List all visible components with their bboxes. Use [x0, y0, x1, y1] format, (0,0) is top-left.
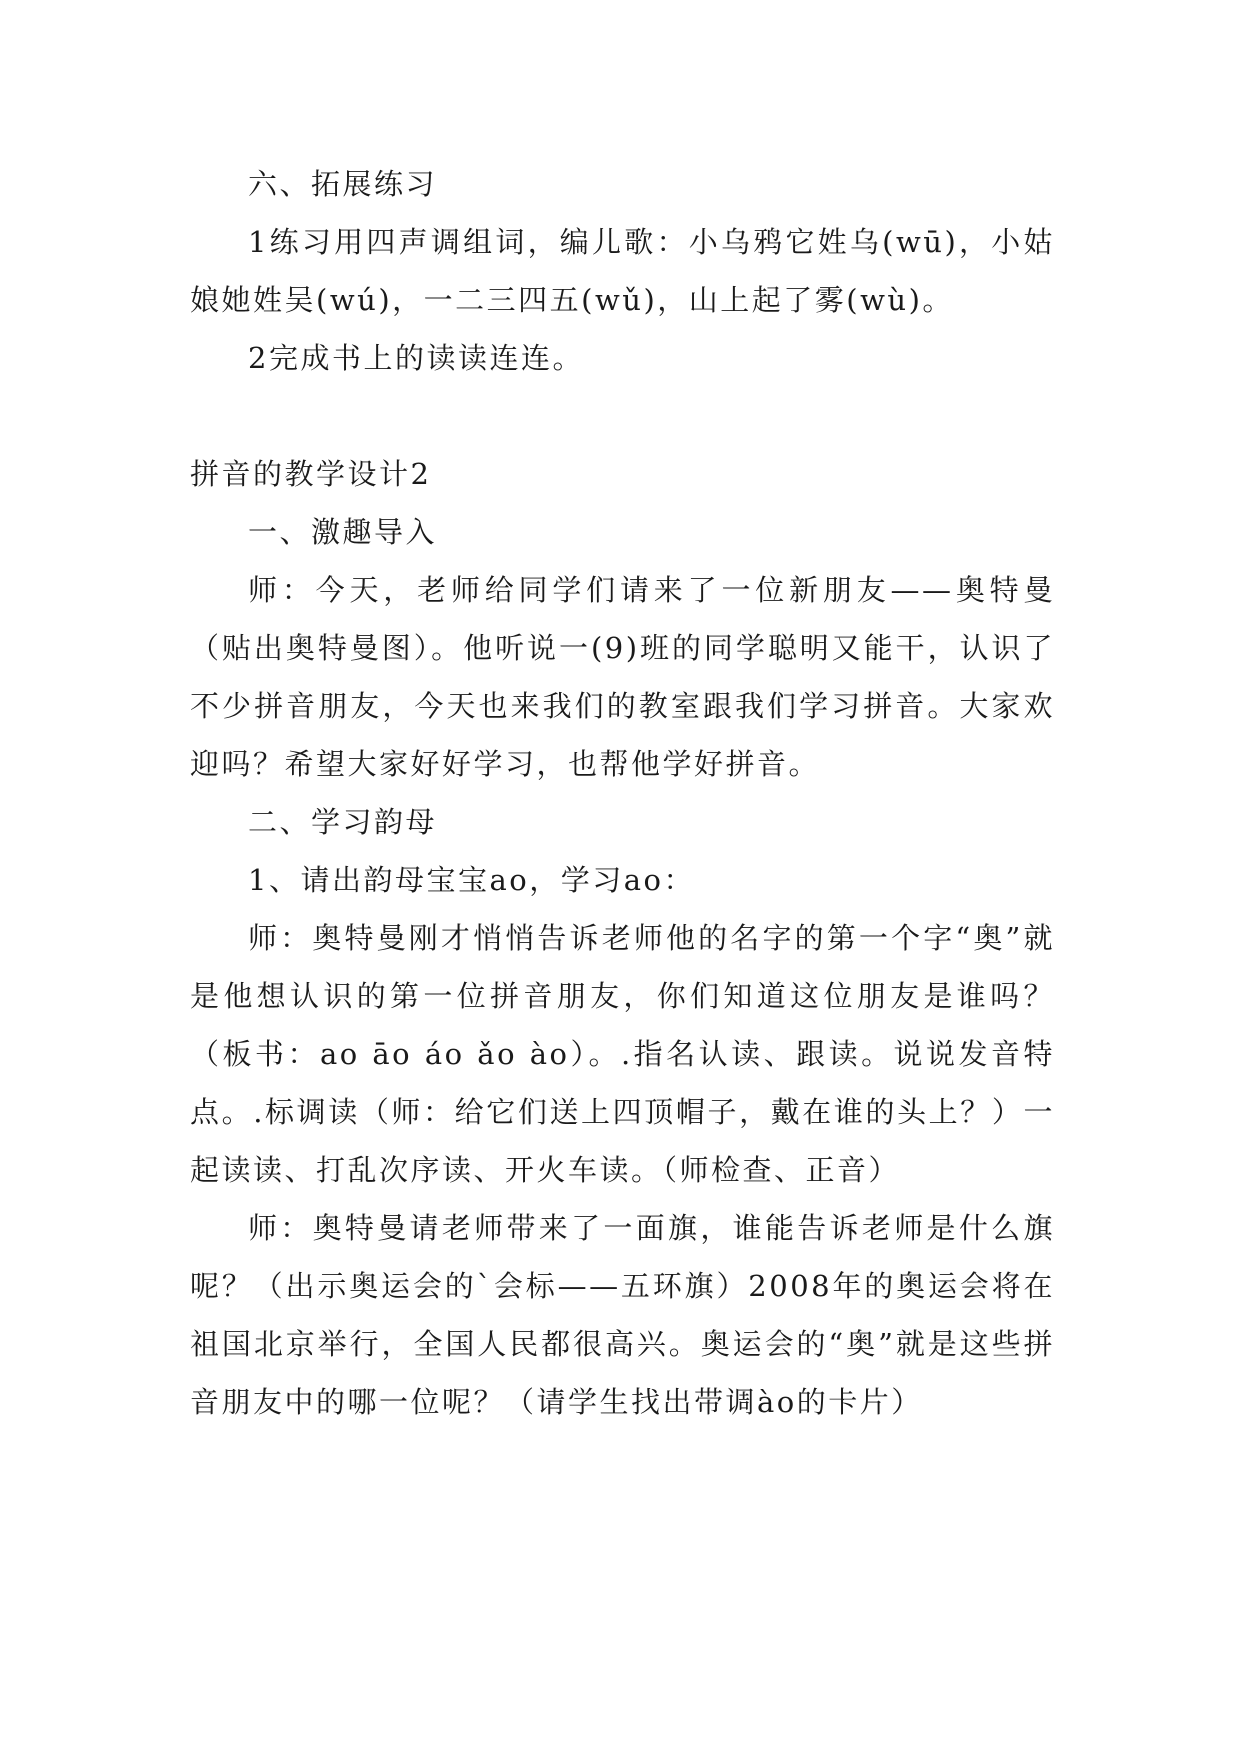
document-body — [190, 155, 1055, 1431]
lesson-plan-title: 拼音的教学设计2 — [190, 457, 432, 491]
part2-subheading: 1、请出韵母宝宝ao，学习ao： — [248, 863, 695, 897]
part1-heading: 一、激趣导入 — [248, 515, 438, 549]
practice-item-2: 2完成书上的读读连连。 — [248, 341, 584, 375]
part2-heading: 二、学习韵母 — [248, 805, 438, 839]
part1-paragraph: 师：今天，老师给同学们请来了一位新朋友——奥特曼（贴出奥特曼图）。他听说一(9)班的同学聪明又能干，认识了不少拼音朋友，今天也来我们的教室跟我们学习拼音。大家欢迎吗？希望大家好好学习，也帮他学好拼音。 — [190, 573, 1055, 781]
part2-paragraph-1: 师：奥特曼刚才悄悄告诉老师他的名字的第一个字“奥”就是他想认识的第一位拼音朋友，你们知道这位朋友是谁吗？（板书：ao āo áo ǎo ào）。.指名认读、跟读。说说发音特点。.标调读（师：给它们送上四顶帽子，戴在谁的头上？）一起读读、打乱次序读、开火车读。（师检查、正音） — [190, 921, 1055, 1187]
part2-paragraph-2: 师：奥特曼请老师带来了一面旗，谁能告诉老师是什么旗呢？（出示奥运会的`会标——五环旗）2008年的奥运会将在祖国北京举行，全国人民都很高兴。奥运会的“奥”就是这些拼音朋友中的哪一位呢？（请学生找出带调ào的卡片） — [190, 1211, 1055, 1419]
section-spacer — [190, 387, 1055, 445]
practice-item-1: 1练习用四声调组词，编儿歌：小乌鸦它姓乌(wū)，小姑娘她姓吴(wú)，一二三四五(wǔ)，山上起了雾(wù)。 — [190, 225, 1055, 317]
section-heading-extension-practice: 六、拓展练习 — [248, 167, 438, 201]
